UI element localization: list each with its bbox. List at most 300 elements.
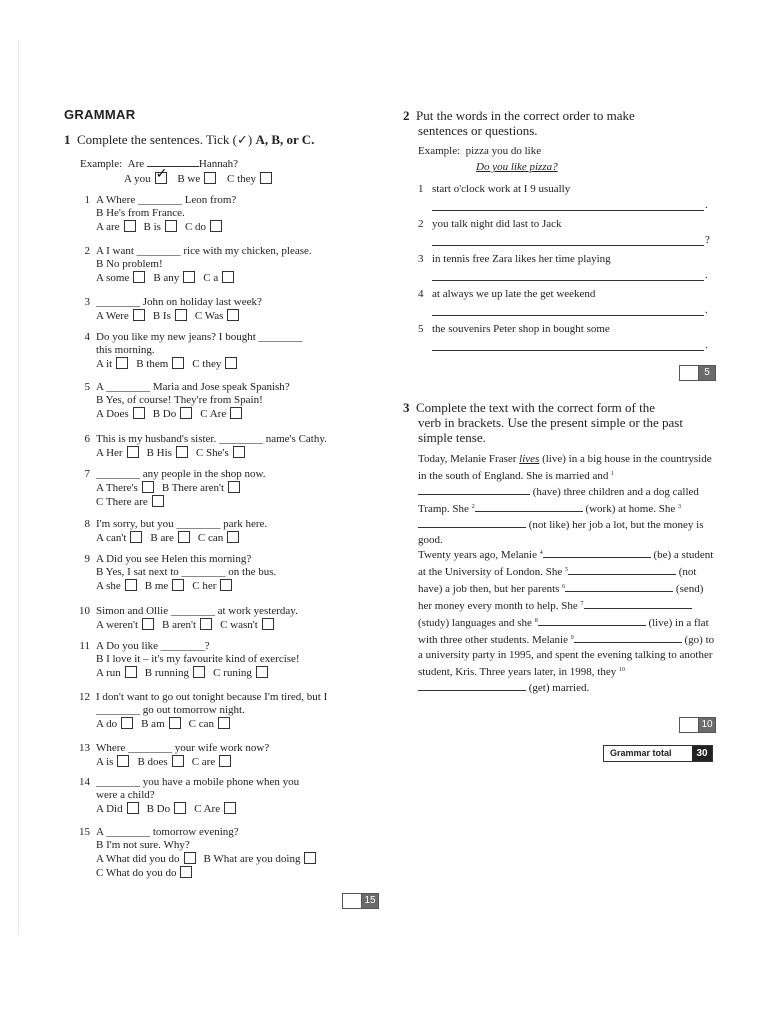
answer-options xyxy=(74,271,384,285)
question-text: B I love it – it's my favourite kind of exercise! xyxy=(96,653,300,665)
checkbox[interactable] xyxy=(228,481,240,493)
option-label: B aren't xyxy=(162,619,197,631)
option-label: C her xyxy=(192,580,217,592)
option-label: C Are xyxy=(200,408,227,420)
checkbox[interactable] xyxy=(262,618,274,630)
question-line xyxy=(74,776,384,789)
checkbox[interactable] xyxy=(130,531,142,543)
question-number: 1 xyxy=(84,194,90,206)
item-number: 5 xyxy=(418,323,424,335)
answer-option xyxy=(96,802,139,816)
question-text: B He's from France. xyxy=(96,207,185,219)
checkbox[interactable] xyxy=(256,666,268,678)
checkbox[interactable] xyxy=(227,531,239,543)
question-number: 3 xyxy=(84,296,90,308)
checkbox[interactable] xyxy=(133,309,145,321)
question-line xyxy=(74,207,384,220)
checkbox[interactable] xyxy=(227,309,239,321)
option-label: B Do xyxy=(152,408,177,420)
option-label: A some xyxy=(96,272,130,284)
question-text: ________ any people in the shop now. xyxy=(96,468,266,480)
question-number: 14 xyxy=(79,776,90,788)
answer-option xyxy=(153,309,187,323)
example-label: Example: xyxy=(418,145,461,157)
checkbox[interactable] xyxy=(180,866,192,878)
option-label: B What are you doing xyxy=(203,853,301,865)
checkbox[interactable] xyxy=(304,852,316,864)
question-text: I don't want to go out tonight because I'm tired, but I xyxy=(96,691,328,703)
question-text: ________ go out tomorrow night. xyxy=(96,704,245,716)
answer-options xyxy=(74,481,384,495)
instruction-text: simple tense. xyxy=(418,430,486,445)
score-input[interactable] xyxy=(680,366,699,380)
checkbox[interactable] xyxy=(133,407,145,419)
checkbox[interactable] xyxy=(165,220,177,232)
answer-option xyxy=(147,446,188,460)
ex3-text-paragraph-2: Twenty years ago, Melanie $^4$ (be) a student at the University of London. She $^5$ (not have) a job then, but her parents $^6$ (send) her money every month to help. She $^7$ (study) languages and she $^8$ (live) in a flat with three other students. Melanie $^9$ (go) to a university party in 1995, and spent the evening talking to another student, Kris. Three years later, in 1998, they $^{10}$ (get) married. xyxy=(418,549,715,694)
checkbox[interactable] xyxy=(125,579,137,591)
instruction-options: A, B, or C. xyxy=(255,132,315,147)
ex2-example xyxy=(418,145,541,158)
scrambled-words: the souvenirs Peter shop in bought some xyxy=(432,323,610,335)
question-item xyxy=(74,194,384,234)
question-line xyxy=(74,245,384,258)
question-number: 5 xyxy=(84,381,90,393)
checkbox[interactable] xyxy=(117,755,129,767)
example-option-b: B we xyxy=(177,173,201,185)
answer-option xyxy=(162,481,240,495)
example-label: Example: xyxy=(80,158,123,170)
scrambled-words: at always we up late the get weekend xyxy=(432,288,596,300)
answer-option xyxy=(96,357,128,371)
question-item xyxy=(74,553,384,593)
question-line xyxy=(74,826,384,839)
answer-option xyxy=(204,852,317,866)
answer-option xyxy=(150,531,190,545)
option-label: A is xyxy=(96,756,114,768)
answer-options xyxy=(74,357,384,371)
question-item xyxy=(74,691,384,731)
option-label: B Is xyxy=(152,310,171,322)
example-text-end: Hannah? xyxy=(198,158,238,170)
score-input[interactable] xyxy=(680,718,699,732)
answer-option xyxy=(96,220,136,234)
answer-options xyxy=(74,309,384,323)
example-words: pizza you do like xyxy=(465,145,542,157)
example-text: Are xyxy=(127,158,145,170)
question-number: 13 xyxy=(79,742,90,754)
option-label: B them xyxy=(136,358,169,370)
answer-option xyxy=(96,866,192,880)
option-label: B His xyxy=(146,447,172,459)
question-text: Do you like my new jeans? I bought ________ xyxy=(96,331,303,343)
question-number: 10 xyxy=(79,605,90,617)
option-label: C a xyxy=(203,272,219,284)
question-line xyxy=(74,194,384,207)
answer-option xyxy=(195,309,240,323)
example-option-a: A you xyxy=(124,173,151,185)
score-total: 5 xyxy=(699,366,715,380)
checkbox[interactable] xyxy=(125,666,137,678)
checkbox[interactable] xyxy=(225,357,237,369)
question-text: ________ John on holiday last week? xyxy=(96,296,262,308)
scrambled-words: in tennis free Zara likes her time playing xyxy=(432,253,611,265)
tick-mark-icon: ✓ xyxy=(236,132,248,147)
answer-option xyxy=(96,717,133,731)
item-number: 2 xyxy=(418,218,424,230)
question-item xyxy=(74,245,384,285)
example-option-c: C they xyxy=(227,173,257,185)
checkbox[interactable] xyxy=(172,579,184,591)
end-punctuation: . xyxy=(705,304,708,316)
checkbox[interactable] xyxy=(172,357,184,369)
tick-icon: ✓ xyxy=(155,167,168,182)
checkbox[interactable] xyxy=(200,618,212,630)
checkbox[interactable] xyxy=(178,531,190,543)
question-line xyxy=(74,566,384,579)
question-number: 4 xyxy=(84,331,90,343)
answer-option xyxy=(96,852,196,866)
question-item xyxy=(74,381,384,421)
question-text: A ________ Maria and Jose speak Spanish? xyxy=(96,381,290,393)
answer-option xyxy=(189,717,230,731)
checkbox[interactable] xyxy=(183,271,195,283)
answer-option xyxy=(96,446,139,460)
option-label: A Does xyxy=(96,408,129,420)
question-line xyxy=(74,605,384,618)
question-line xyxy=(74,344,384,357)
question-text: B No problem! xyxy=(96,258,163,270)
answer-option xyxy=(141,717,181,731)
answer-option xyxy=(96,618,154,632)
answer-options xyxy=(74,220,384,234)
answer-options xyxy=(74,852,384,866)
checkbox[interactable] xyxy=(180,407,192,419)
score-input[interactable] xyxy=(343,894,362,908)
option-label: A can't xyxy=(96,532,127,544)
option-label: B does xyxy=(137,756,168,768)
exercise-3-instruction xyxy=(403,400,733,445)
reorder-item xyxy=(418,288,595,301)
answer-option xyxy=(203,271,234,285)
question-item xyxy=(74,776,384,816)
score-total: 10 xyxy=(699,718,715,732)
question-number: 6 xyxy=(84,433,90,445)
answer-options xyxy=(74,666,384,680)
answer-line[interactable] xyxy=(432,244,704,246)
checkbox[interactable] xyxy=(169,717,181,729)
option-label: B are xyxy=(150,532,174,544)
checkbox[interactable] xyxy=(193,666,205,678)
question-text: A I want ________ rice with my chicken, please. xyxy=(96,245,312,257)
checkbox[interactable] xyxy=(176,446,188,458)
option-label: C they xyxy=(192,358,222,370)
option-label: C can xyxy=(188,718,214,730)
exercise-3-score-box xyxy=(679,717,716,733)
option-label: C runing xyxy=(213,667,252,679)
option-label: C There are xyxy=(96,496,148,508)
answer-options xyxy=(74,579,384,593)
question-number: 12 xyxy=(79,691,90,703)
option-label: A do xyxy=(96,718,118,730)
question-text: I'm sorry, but you ________ park here. xyxy=(96,518,268,530)
option-label: A Her xyxy=(96,447,123,459)
answer-options xyxy=(74,531,384,545)
answer-option xyxy=(153,271,195,285)
question-line xyxy=(74,742,384,755)
answer-options xyxy=(74,755,384,769)
exercise-2-instruction xyxy=(403,108,733,138)
checkbox[interactable] xyxy=(230,407,242,419)
checkbox[interactable] xyxy=(116,357,128,369)
answer-option xyxy=(194,802,236,816)
question-text: A Do you like ________? xyxy=(96,640,210,652)
option-label: B any xyxy=(153,272,180,284)
reorder-item xyxy=(418,253,611,266)
checkbox[interactable] xyxy=(224,802,236,814)
question-number: 9 xyxy=(84,553,90,565)
question-line xyxy=(74,468,384,481)
question-line xyxy=(74,789,384,802)
question-line xyxy=(74,839,384,852)
option-label: C She's xyxy=(195,447,229,459)
answer-option xyxy=(147,802,187,816)
ex3-text-paragraph-1: Today, Melanie Fraser lives (live) in a big house in the countryside in the south of England. She is married and $^1$ (have) three children and a dog called Tramp. She $^2$ (work) at home. She $^3$ (not like) her job a lot, but the money is good. xyxy=(418,453,712,546)
exercise-number: 3 xyxy=(403,400,410,415)
option-label: B running xyxy=(144,667,190,679)
checkbox[interactable] xyxy=(142,618,154,630)
checkbox[interactable] xyxy=(133,271,145,283)
end-punctuation: . xyxy=(705,199,708,211)
answer-option xyxy=(220,618,274,632)
option-label: C wasn't xyxy=(220,619,258,631)
example-options xyxy=(124,167,280,186)
question-line xyxy=(74,553,384,566)
question-line xyxy=(74,381,384,394)
ex2-example-answer: Do you like pizza? xyxy=(476,161,558,173)
question-item xyxy=(74,742,384,769)
end-punctuation: ? xyxy=(705,234,710,246)
answer-option xyxy=(192,755,232,769)
checkbox[interactable] xyxy=(219,755,231,767)
instruction-text: Complete the sentences. Tick ( xyxy=(77,132,237,147)
option-label: A What did you do xyxy=(96,853,180,865)
reorder-item xyxy=(418,183,570,196)
score-total: 15 xyxy=(362,894,378,908)
instruction-text: Complete the text with the correct form of the xyxy=(416,400,655,415)
answer-options xyxy=(74,618,384,632)
end-punctuation: . xyxy=(705,269,708,281)
checkbox[interactable] xyxy=(175,309,187,321)
option-label: B am xyxy=(141,718,165,730)
option-label: A Were xyxy=(96,310,129,322)
checkbox[interactable] xyxy=(127,802,139,814)
answer-option xyxy=(198,531,239,545)
option-label: A There's xyxy=(96,482,138,494)
checkbox[interactable] xyxy=(152,495,164,507)
answer-option xyxy=(145,666,205,680)
question-item xyxy=(74,640,384,680)
checkbox[interactable] xyxy=(124,220,136,232)
question-text: This is my husband's sister. ________ name's Cathy. xyxy=(96,433,327,445)
option-label: C What do you do xyxy=(96,867,177,879)
grammar-total-label: Grammar total xyxy=(610,748,672,758)
question-item xyxy=(74,826,384,880)
question-item xyxy=(74,433,384,460)
answer-line[interactable] xyxy=(432,209,704,211)
exercise-1-instruction xyxy=(64,132,384,147)
answer-option xyxy=(213,666,268,680)
checkbox[interactable] xyxy=(222,271,234,283)
question-text: A Where ________ Leon from? xyxy=(96,194,237,206)
grammar-total-box xyxy=(603,745,713,762)
question-text: A Did you see Helen this morning? xyxy=(96,553,252,565)
question-line xyxy=(74,296,384,309)
instruction-text: Put the words in the correct order to make xyxy=(416,108,635,123)
question-line xyxy=(74,331,384,344)
answer-options xyxy=(74,446,384,460)
option-label: A weren't xyxy=(96,619,138,631)
question-text: B I'm not sure. Why? xyxy=(96,839,190,851)
question-number: 8 xyxy=(84,518,90,530)
question-text: this morning. xyxy=(96,344,155,356)
question-line xyxy=(74,258,384,271)
question-line xyxy=(74,518,384,531)
option-label: A she xyxy=(96,580,121,592)
answer-option xyxy=(96,531,142,545)
instruction-text-end: ) xyxy=(247,132,256,147)
question-number: 11 xyxy=(79,640,90,652)
end-punctuation: . xyxy=(705,339,708,351)
instruction-text: sentences or questions. xyxy=(418,123,538,138)
answer-options xyxy=(74,717,384,731)
question-text: B Yes, of course! They're from Spain! xyxy=(96,394,263,406)
answer-option xyxy=(137,755,183,769)
page-edge-line xyxy=(18,40,19,935)
item-number: 3 xyxy=(418,253,424,265)
question-number: 2 xyxy=(84,245,90,257)
checkbox-checked[interactable] xyxy=(155,167,168,184)
grammar-total-value: 30 xyxy=(692,746,712,761)
option-label: C Are xyxy=(194,803,221,815)
answer-line[interactable] xyxy=(432,279,704,281)
question-text: ________ you have a mobile phone when you xyxy=(96,776,300,788)
answer-option xyxy=(162,618,212,632)
checkbox[interactable] xyxy=(210,220,222,232)
answer-option xyxy=(196,446,245,460)
answer-option xyxy=(145,579,185,593)
answer-option xyxy=(185,220,222,234)
answer-options xyxy=(74,407,384,421)
checkbox[interactable] xyxy=(184,852,196,864)
exercise-2-score-box xyxy=(679,365,716,381)
checkbox[interactable] xyxy=(204,172,216,184)
answer-option xyxy=(192,357,237,371)
answer-option xyxy=(96,755,129,769)
option-label: B Do xyxy=(146,803,171,815)
question-number: 15 xyxy=(79,826,90,838)
scrambled-words: start o'clock work at I 9 usually xyxy=(432,183,571,195)
exercise-1-score-box xyxy=(342,893,379,909)
answer-line[interactable] xyxy=(432,349,704,351)
answer-option xyxy=(96,309,145,323)
option-label: B me xyxy=(144,580,169,592)
option-label: C can xyxy=(197,532,224,544)
option-label: C are xyxy=(191,756,216,768)
question-text: Simon and Ollie ________ at work yesterday. xyxy=(96,605,298,617)
question-line xyxy=(74,691,384,704)
option-label: A Did xyxy=(96,803,123,815)
question-item xyxy=(74,468,384,509)
question-item xyxy=(74,296,384,323)
scrambled-words: you talk night did last to Jack xyxy=(432,218,562,230)
question-item xyxy=(74,518,384,545)
question-line xyxy=(74,433,384,446)
reorder-item xyxy=(418,323,610,336)
option-label: B is xyxy=(143,221,161,233)
question-line xyxy=(74,394,384,407)
checkbox[interactable] xyxy=(260,172,272,184)
exercise-number: 1 xyxy=(64,132,71,147)
question-item xyxy=(74,605,384,632)
question-line xyxy=(74,653,384,666)
question-text: were a child? xyxy=(96,789,155,801)
answer-option xyxy=(96,666,137,680)
question-line xyxy=(74,704,384,717)
answer-option xyxy=(200,407,242,421)
checkbox[interactable] xyxy=(127,446,139,458)
answer-option xyxy=(192,579,232,593)
question-item xyxy=(74,331,384,371)
question-text: Where ________ your wife work now? xyxy=(96,742,270,754)
instruction-text: verb in brackets. Use the present simple or the past xyxy=(418,415,683,430)
option-label: C Was xyxy=(194,310,224,322)
question-text: B Yes, I sat next to ________ on the bus. xyxy=(96,566,277,578)
answer-option xyxy=(96,495,164,509)
answer-option xyxy=(136,357,184,371)
reorder-item xyxy=(418,218,562,231)
example-blank xyxy=(147,156,199,167)
answer-line[interactable] xyxy=(432,314,704,316)
checkbox[interactable] xyxy=(142,481,154,493)
checkbox[interactable] xyxy=(174,802,186,814)
answer-option xyxy=(96,579,137,593)
option-label: B There aren't xyxy=(161,482,225,494)
option-label: C do xyxy=(184,221,207,233)
answer-options xyxy=(74,866,384,880)
answer-option xyxy=(153,407,193,421)
item-number: 1 xyxy=(418,183,424,195)
answer-option xyxy=(96,481,154,495)
item-number: 4 xyxy=(418,288,424,300)
checkbox[interactable] xyxy=(218,717,230,729)
option-label: A run xyxy=(96,667,121,679)
option-label: A it xyxy=(96,358,113,370)
checkbox[interactable] xyxy=(121,717,133,729)
answer-options xyxy=(74,495,384,509)
question-number: 7 xyxy=(84,468,90,480)
exercise-number: 2 xyxy=(403,108,410,123)
question-line xyxy=(74,640,384,653)
checkbox[interactable] xyxy=(220,579,232,591)
section-heading-grammar: GRAMMAR xyxy=(64,107,136,122)
answer-options xyxy=(74,802,384,816)
answer-option xyxy=(144,220,177,234)
answer-option xyxy=(96,271,145,285)
checkbox[interactable] xyxy=(233,446,245,458)
question-text: A ________ tomorrow evening? xyxy=(96,826,239,838)
checkbox[interactable] xyxy=(172,755,184,767)
